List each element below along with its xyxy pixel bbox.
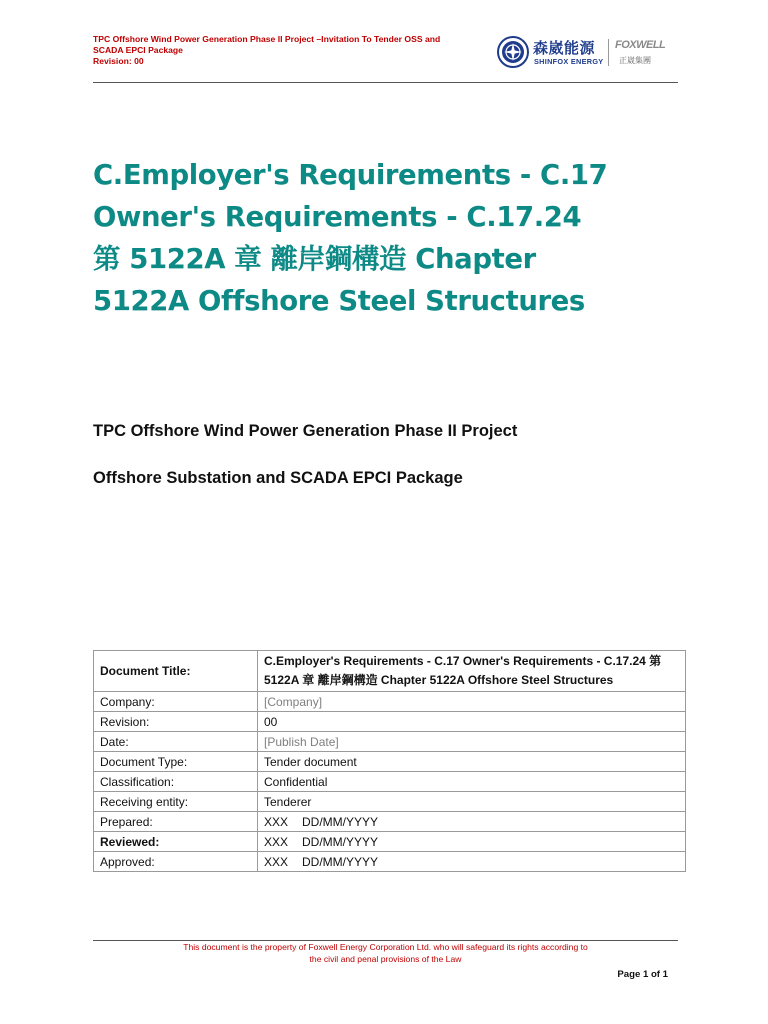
title-line-3: 第 5122A 章 離岸鋼構造 Chapter <box>93 243 536 275</box>
approved-date: DD/MM/YYYY <box>302 854 379 869</box>
page-number: Page 1 of 1 <box>617 969 668 980</box>
document-type-label: Document Type: <box>94 752 258 772</box>
package-subtitle: Offshore Substation and SCADA EPCI Package <box>93 469 463 487</box>
document-title-label: Document Title: <box>94 651 258 692</box>
document-title-value <box>258 651 686 692</box>
title-line-4: 5122A Offshore Steel Structures <box>93 285 585 317</box>
approved-value <box>258 852 686 872</box>
table-row-company <box>94 692 686 712</box>
approved-label: Approved: <box>94 852 258 872</box>
revision-label: Revision: <box>94 712 258 732</box>
table-row-document-type <box>94 752 686 772</box>
prepared-by: XXX <box>264 814 289 829</box>
reviewed-label: Reviewed: <box>94 832 258 852</box>
document-title-line-1: C.Employer's Requirements - C.17 Owner's Requirements - C.17.24 第 <box>264 654 662 668</box>
header-line-3: Revision: 00 <box>93 56 144 66</box>
header-text <box>93 34 473 67</box>
foxwell-chinese-name: 正崴集團 <box>619 56 651 65</box>
title-line-1: C.Employer's Requirements - C.17 <box>93 159 608 191</box>
prepared-value <box>258 812 686 832</box>
receiving-entity-label: Receiving entity: <box>94 792 258 812</box>
approved-by: XXX <box>264 854 289 869</box>
document-info-table <box>93 650 686 872</box>
revision-value: 00 <box>258 712 686 732</box>
table-row-date <box>94 732 686 752</box>
reviewed-value <box>258 832 686 852</box>
reviewed-date: DD/MM/YYYY <box>302 834 379 849</box>
shinfox-emblem-icon <box>497 36 529 68</box>
date-label: Date: <box>94 732 258 752</box>
header-divider <box>93 82 678 83</box>
logo-divider <box>608 39 609 66</box>
reviewed-by: XXX <box>264 834 289 849</box>
table-row-reviewed <box>94 832 686 852</box>
date-value[interactable]: [Publish Date] <box>258 732 686 752</box>
table-row-document-title <box>94 651 686 692</box>
document-type-value: Tender document <box>258 752 686 772</box>
company-logo <box>497 36 667 70</box>
table-row-revision <box>94 712 686 732</box>
company-value[interactable]: [Company] <box>258 692 686 712</box>
footer-line-1: This document is the property of Foxwell Energy Corporation Ltd. who will safeguard its rights according to <box>183 942 588 952</box>
project-subtitle: TPC Offshore Wind Power Generation Phase II Project <box>93 422 518 440</box>
foxwell-logo: FOXWELL <box>615 39 666 51</box>
classification-label: Classification: <box>94 772 258 792</box>
footer-disclaimer <box>93 942 678 965</box>
prepared-date: DD/MM/YYYY <box>302 814 379 829</box>
footer-divider <box>93 940 678 941</box>
header-line-2: SCADA EPCI Package <box>93 45 183 55</box>
prepared-label: Prepared: <box>94 812 258 832</box>
logo-english-name: SHINFOX ENERGY <box>534 57 604 66</box>
table-row-approved <box>94 852 686 872</box>
table-row-prepared <box>94 812 686 832</box>
title-line-2: Owner's Requirements - C.17.24 <box>93 201 582 233</box>
footer-line-2: the civil and penal provisions of the Law <box>309 953 462 964</box>
header-line-1: TPC Offshore Wind Power Generation Phase II Project –Invitation To Tender OSS and <box>93 34 441 44</box>
document-title-line-2: 5122A 章 離岸鋼構造 Chapter 5122A Offshore Steel Structures <box>264 673 614 687</box>
table-row-classification <box>94 772 686 792</box>
table-row-receiving-entity <box>94 792 686 812</box>
logo-chinese-name: 森崴能源 <box>533 39 596 57</box>
classification-value: Confidential <box>258 772 686 792</box>
document-main-title <box>93 154 613 322</box>
receiving-entity-value: Tenderer <box>258 792 686 812</box>
company-label: Company: <box>94 692 258 712</box>
